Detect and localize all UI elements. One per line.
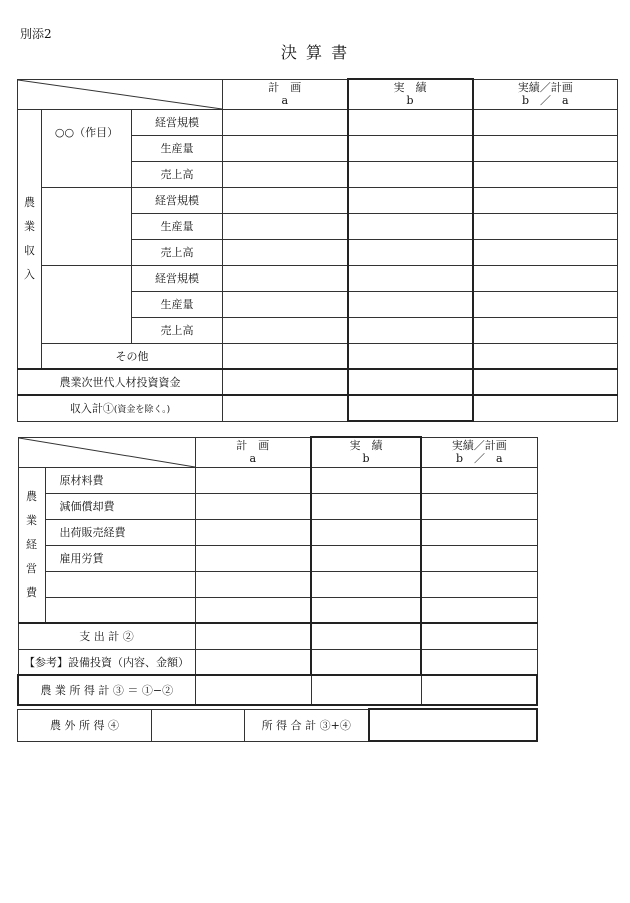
cell-plan[interactable] (195, 467, 311, 493)
cell-ratio[interactable] (473, 317, 618, 343)
item-production: 生産量 (132, 213, 223, 239)
item-sales: 売上高 (132, 239, 223, 265)
cell-actual[interactable] (311, 493, 421, 519)
cell-actual[interactable] (311, 597, 421, 623)
cell-ratio[interactable] (473, 395, 618, 421)
item-subsidy: 農業次世代人材投資資金 (18, 369, 223, 395)
cell-ratio[interactable] (421, 493, 537, 519)
section-label-farm-income: 農 業 収 入 (18, 109, 42, 369)
item-expense-total: 支 出 計 ② (18, 623, 195, 649)
cell-actual[interactable] (311, 623, 421, 649)
cell-plan[interactable] (195, 571, 311, 597)
crop-label-2[interactable] (42, 187, 132, 265)
item-equipment-investment: 【参考】設備投資（内容、金額） (18, 649, 195, 675)
cell-ratio[interactable] (473, 291, 618, 317)
cell-plan[interactable] (223, 265, 348, 291)
cell-actual[interactable] (348, 265, 473, 291)
cell-actual[interactable] (348, 369, 473, 395)
income-summary-table (17, 708, 538, 742)
item-scale: 経営規模 (132, 187, 223, 213)
cell-ratio[interactable] (473, 343, 618, 369)
col-header-ratio: 実績／計画 b ／ a (473, 79, 618, 109)
item-production: 生産量 (132, 291, 223, 317)
cell-actual[interactable] (311, 467, 421, 493)
cell-plan[interactable] (223, 213, 348, 239)
item-sales: 売上高 (132, 161, 223, 187)
item-production: 生産量 (132, 135, 223, 161)
income-table (17, 78, 618, 422)
item-scale: 経営規模 (132, 109, 223, 135)
cell-plan[interactable] (223, 161, 348, 187)
cell-actual[interactable] (348, 161, 473, 187)
col-header-plan: 計 画 a (195, 437, 311, 467)
col-header-ratio: 実績／計画 b ／ a (421, 437, 537, 467)
item-shipping-sales: 出荷販売経費 (45, 519, 195, 545)
farm-income-plan[interactable] (195, 675, 311, 705)
grand-total-value[interactable] (369, 709, 537, 741)
section-label-farm-expense: 農 業 経 営 費 (18, 467, 45, 623)
cell-actual[interactable] (348, 187, 473, 213)
cell-plan[interactable] (195, 649, 311, 675)
cell-plan[interactable] (223, 395, 348, 421)
cell-ratio[interactable] (473, 369, 618, 395)
cell-plan[interactable] (195, 545, 311, 571)
crop-label-1: ○○（作目） (42, 109, 132, 187)
item-sales: 売上高 (132, 317, 223, 343)
cell-ratio[interactable] (421, 519, 537, 545)
item-income-total: 収入計①(資金を除く。) (18, 395, 223, 421)
cell-actual[interactable] (348, 343, 473, 369)
cell-ratio[interactable] (473, 213, 618, 239)
cell-ratio[interactable] (421, 545, 537, 571)
farm-income-actual[interactable] (311, 675, 421, 705)
cell-plan[interactable] (223, 291, 348, 317)
farm-income-ratio[interactable] (421, 675, 537, 705)
cell-plan[interactable] (195, 519, 311, 545)
cell-plan[interactable] (195, 597, 311, 623)
cell-actual[interactable] (348, 291, 473, 317)
header-diagonal-cell (18, 79, 223, 109)
cell-ratio[interactable] (421, 571, 537, 597)
crop-label-3[interactable] (42, 265, 132, 343)
item-raw-materials: 原材料費 (45, 467, 195, 493)
attachment-label: 別添2 (20, 27, 52, 41)
non-farm-income-value[interactable] (152, 709, 245, 741)
cell-actual[interactable] (348, 395, 473, 421)
item-labor: 雇用労賃 (45, 545, 195, 571)
expense-table (17, 436, 538, 706)
cell-plan[interactable] (223, 135, 348, 161)
cell-actual[interactable] (348, 239, 473, 265)
farm-income-total-label: 農 業 所 得 計 ③ ＝ ①−② (18, 675, 195, 705)
cell-ratio[interactable] (473, 161, 618, 187)
cell-plan[interactable] (195, 623, 311, 649)
cell-ratio[interactable] (421, 597, 537, 623)
col-header-plan: 計 画 a (223, 79, 348, 109)
cell-actual[interactable] (348, 109, 473, 135)
grand-total-label: 所 得 合 計 ③+④ (245, 709, 369, 741)
item-scale: 経営規模 (132, 265, 223, 291)
cell-plan[interactable] (223, 369, 348, 395)
cell-plan[interactable] (223, 317, 348, 343)
cell-ratio[interactable] (473, 239, 618, 265)
cell-plan[interactable] (223, 109, 348, 135)
cell-actual[interactable] (311, 571, 421, 597)
cell-actual[interactable] (348, 317, 473, 343)
cell-ratio[interactable] (421, 623, 537, 649)
cell-actual[interactable] (311, 545, 421, 571)
cell-actual[interactable] (311, 519, 421, 545)
item-depreciation: 減価償却費 (45, 493, 195, 519)
item-blank-2[interactable] (45, 597, 195, 623)
item-blank-1[interactable] (45, 571, 195, 597)
cell-ratio[interactable] (421, 649, 537, 675)
cell-ratio[interactable] (421, 467, 537, 493)
cell-ratio[interactable] (473, 265, 618, 291)
cell-actual[interactable] (348, 135, 473, 161)
cell-plan[interactable] (195, 493, 311, 519)
cell-ratio[interactable] (473, 135, 618, 161)
page-title: 決 算 書 (280, 43, 350, 62)
cell-ratio[interactable] (473, 109, 618, 135)
col-header-actual: 実 績 b (348, 79, 473, 109)
cell-ratio[interactable] (473, 187, 618, 213)
non-farm-income-label: 農 外 所 得 ④ (18, 709, 152, 741)
cell-plan[interactable] (223, 343, 348, 369)
item-other: その他 (42, 343, 223, 369)
cell-plan[interactable] (223, 239, 348, 265)
cell-actual[interactable] (348, 213, 473, 239)
cell-actual[interactable] (311, 649, 421, 675)
col-header-actual: 実 績 b (311, 437, 421, 467)
cell-plan[interactable] (223, 187, 348, 213)
header-diagonal-cell (18, 437, 195, 467)
